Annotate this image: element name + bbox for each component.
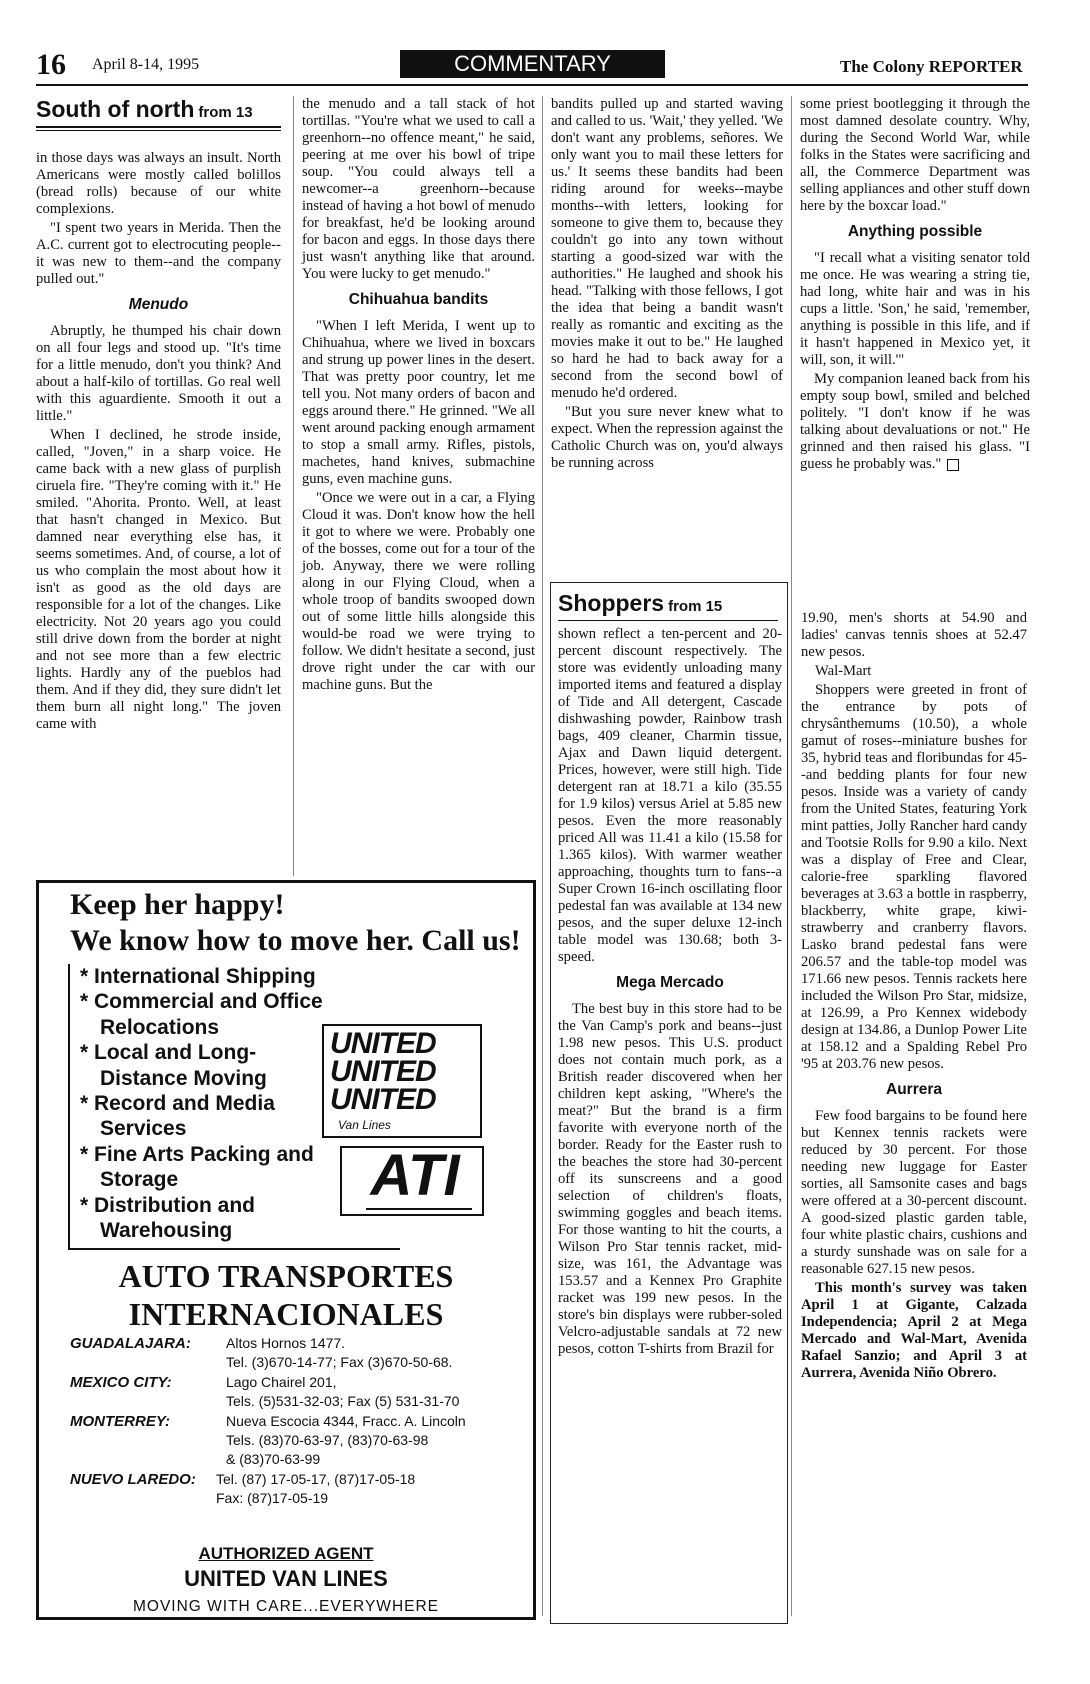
office-address: Nueva Escocia 4344, Fracc. A. Lincoln xyxy=(226,1412,466,1429)
article-column-4 xyxy=(800,96,1030,475)
paragraph: "I spent two years in Merida. Then the A.C. current got to electrocuting people--it was new to them--and the company pulled out." xyxy=(36,220,281,287)
shoppers-column-1 xyxy=(558,626,782,1360)
office-phone: & (83)70-63-99 xyxy=(226,1451,321,1468)
paragraph: When I declined, he strode inside, called, "Joven," in a sharp voice. He came back with a new glass of purplish ciruela fire. "They're coming with it." He smiled. "Ahorita. Pronto. Well, at least that hasn't changed in Mexico. But damned near everything else has, it seems sometimes. And, of course, a lot of us who complain the most about how it isn't as good as the old days are responsible for a lot of the changes. Like electricity. Not 20 years ago you could still drive down from the border at night and not see more than a few electric lights. Hardly any of the pueblos had them. And if they did, they sure didn't let them burn all night long." The joven came with xyxy=(36,427,281,732)
paragraph: 19.90, men's shorts at 54.90 and ladies' canvas tennis shoes at 52.47 new pesos. xyxy=(801,610,1027,660)
united-van-lines-logo xyxy=(330,1027,490,1116)
service-item: * Distribution and Warehousing xyxy=(80,1193,255,1243)
issue-date: April 8-14, 1995 xyxy=(92,56,200,73)
office-monterrey xyxy=(70,1412,530,1470)
office-phone: Tels. (83)70-63-97, (83)70-63-98 xyxy=(226,1432,429,1449)
service-item: * Commercial and Office Relocations xyxy=(80,990,323,1039)
paragraph: "I recall what a visiting senator told me once. He was wearing a string tie, had long, white hair and was in his cups a little. 'Son,' he said, 'remember, anything is possible in this life, and if it hasn't happened in Mexico yet, it will, son, it will.'" xyxy=(800,250,1030,368)
office-phone: Tels. (5)531-32-03; Fax (5) 531-31-70 xyxy=(226,1393,460,1410)
logo-text: UNITED xyxy=(330,1055,436,1088)
article-column-3 xyxy=(551,96,783,474)
office-nuevo-laredo xyxy=(70,1470,530,1509)
office-guadalajara xyxy=(70,1334,530,1373)
article-jump-head xyxy=(36,96,281,123)
article-column-1 xyxy=(36,150,281,735)
header-rule xyxy=(36,84,1028,86)
logo-text: UNITED xyxy=(330,1083,436,1116)
page-number: 16 xyxy=(36,48,66,81)
paragraph: bandits pulled up and started waving and called to us. 'Wait,' they yelled. 'We don't want any problems, señores. We only want you to mail these letters for us.' It seems these bandits had been riding around for weeks--maybe months--with letters, looking for someone to give them to, because they couldn't go into any town without starting a good-sized war with the authorities." He laughed and shook his head. "Talking with those fellows, I got the idea that being a bandit wasn't really as romantic and exciting as the movies make it out to be." He laughed so hard he had to back away for a second from the second bowl of menudo he'd ordered. xyxy=(551,96,783,401)
subhead-anything-possible: Anything possible xyxy=(847,223,983,240)
agent-name: UNITED VAN LINES xyxy=(184,1566,388,1591)
subhead-aurrera: Aurrera xyxy=(886,1081,942,1098)
van-lines-label: Van Lines xyxy=(338,1118,391,1132)
office-mexico-city xyxy=(70,1373,530,1412)
office-city: GUADALAJARA: xyxy=(70,1335,191,1352)
office-city: MEXICO CITY: xyxy=(70,1373,172,1391)
office-list xyxy=(70,1334,530,1509)
company-name-line-2: INTERNACIONALES xyxy=(128,1296,444,1332)
paragraph: shown reflect a ten-percent and 20-percent discount respectively. The store was evidently unloading many imported items and featured a display of Tide and All detergent, Cascade dishwashing powder, Rainbow trash bags, 409 cleaner, Charmin tissue, Ajax and Dawn liquid detergent. Prices, however, were still high. Tide detergent ran at 18.71 a kilo (35.55 for 1.9 kilos) versus Ariel at 5.85 new pesos. Even the more reasonably priced All was 11.41 a kilo (15.58 for 1.365 kilos). With warmer weather approaching, thoughts turn to fans--a Super Crown 16-inch oscillating floor pedestal fan was available at 134 new pesos, and the super deluxe 12-inch table model was 130.68; both 3-speed. xyxy=(558,626,782,965)
column-divider xyxy=(293,96,294,876)
office-city: NUEVO LAREDO: xyxy=(70,1470,196,1488)
article-column-2 xyxy=(302,96,535,696)
paragraph: "Once we were out in a car, a Flying Cloud it was. Don't know how the hell it got to where we were. Probably one of the bosses, come out for a tour of the job. Anyway, there we were rolling along in our Flying Cloud, when a whole troop of bandits swooped down out of some little hills alongside this would-be road we were trying to follow. We didn't hesitate a second, just drove right under the car with our machine guns. But the xyxy=(302,490,535,693)
ati-logo-rule xyxy=(366,1208,472,1210)
paragraph: Abruptly, he thumped his chair down on all four legs and stood up. "It's time for a little menudo, don't you think? And about a half-kilo of tortillas. Go real well with this aguardiente. Smooth it out a little." xyxy=(36,323,281,424)
ad-headline: Keep her happy! xyxy=(70,888,285,921)
office-phone: Tel. (3)670-14-77; Fax (3)670-50-68. xyxy=(226,1354,453,1371)
office-phone: Tel. (87) 17-05-17, (87)17-05-18 xyxy=(216,1470,416,1487)
service-item: * Record and Media Services xyxy=(80,1092,275,1141)
service-item: * Fine Arts Packing and Storage xyxy=(80,1142,314,1192)
survey-note: This month's survey was taken April 1 at Gigante, Calzada Independencia; April 2 at Mega Mercado and Wal-Mart, Avenida Rafael Sanzio; and April 3 at Aurrera, Avenida Niño Obrero. xyxy=(801,1280,1027,1381)
office-address: Lago Chairel 201, xyxy=(226,1373,337,1390)
paragraph: "But you sure never knew what to expect. When the repression against the Catholic Church was on, you'd always be running across xyxy=(551,404,783,471)
office-address: Altos Hornos 1477. xyxy=(226,1335,346,1351)
article-jump-ref: from 15 xyxy=(668,598,723,615)
paragraph: Shoppers were greeted in front of the entrance by pots of chrysânthemums (10.50), a whole gamut of roses--miniature bushes for 35, hybrid teas and floribundas for 45--and bedding plants for four new pesos. Inside was a variety of candy from the United States, featuring York mint patties, Jolly Rancher hard candy and Tootsie Rolls for 9.90 a kilo. Next was a display of Free and Clear, calorie-free sparkling flavored beverages at 3.63 a bottle in raspberry, blackberry, white grape, kiwi-strawberry and cranberry flavors. Lasko brand pedestal fans were 206.57 and the table-top model was 171.66 new pesos. Tennis rackets here included the Wilson Pro Star, midsize, at 126.99, a Pro Kennex widebody design at 134.86, a Dunlop Power Lite at 158.12 and a Spalding Rebel Pro '95 at 203.76 new pesos. xyxy=(801,682,1027,1072)
office-city: MONTERREY: xyxy=(70,1412,171,1430)
section-title: COMMENTARY xyxy=(400,50,665,78)
end-of-story-mark xyxy=(947,459,959,471)
headline-rule xyxy=(558,620,778,621)
paragraph: "When I left Merida, I went up to Chihuahua, where we lived in boxcars and strung up power lines in the desert. That was pretty poor country, let me tell you. Not many orders of bacon and eggs around there." He grinned. "We all went around packing enough armament to stop a small army. Rifles, pistols, machetes, hand knives, submachine guns, even machine guns. xyxy=(302,318,535,487)
headline-rule xyxy=(36,126,281,128)
shoppers-column-2 xyxy=(801,610,1027,1384)
company-name-line-1: AUTO TRANSPORTES xyxy=(118,1258,454,1294)
paragraph: My companion leaned back from his empty soup bowl, smiled and belched politely. "I don't know if he was talking about devaluations or not." He grinned and then raised his glass. "I guess he probably was." xyxy=(800,371,1030,472)
ad-tagline: MOVING WITH CARE...EVERYWHERE xyxy=(132,1598,440,1615)
subhead-chihuahua-bandits: Chihuahua bandits xyxy=(348,291,489,308)
authorized-agent-label: AUTHORIZED AGENT xyxy=(198,1544,374,1563)
subhead-menudo: Menudo xyxy=(128,296,189,313)
article-title: South of north xyxy=(36,96,195,122)
paragraph: some priest bootlegging it through the most damned desolate country. Why, during the Second World War, while folks in the States were sacrificing and all, the Commerce Department was selling appliances and other stuff down here by the boxcar load." xyxy=(800,96,1030,214)
ati-logo: ATI xyxy=(370,1143,460,1208)
headline-rule xyxy=(36,130,281,131)
subhead-mega-mercado: Mega Mercado xyxy=(616,974,724,991)
article-title: Shoppers xyxy=(558,590,665,616)
logo-text: UNITED xyxy=(330,1027,436,1060)
column-divider xyxy=(791,96,792,1616)
store-label-walmart: Wal-Mart xyxy=(815,663,872,679)
article-jump-head xyxy=(558,590,782,617)
paragraph: the menudo and a tall stack of hot tortillas. "You're what we used to call a greenhorn--no offence meant," he said, peering at me over his bowl of tripe soup. "You could always tell a newcomer--a greenhorn--because instead of having a hot bowl of menudo for breakfast, he'd be looking around for bacon and eggs. In those days there just wasn't anything like that around. You were lucky to get menudo." xyxy=(302,96,535,282)
paragraph: in those days was always an insult. North Americans were mostly called bolillos (bread rolls) because of our white complexions. xyxy=(36,150,281,217)
service-item: * International Shipping xyxy=(80,965,316,988)
office-fax: Fax: (87)17-05-19 xyxy=(216,1490,329,1507)
newspaper-name: The Colony REPORTER xyxy=(840,57,1023,76)
column-divider xyxy=(542,96,543,1616)
ad-subheadline: We know how to move her. Call us! xyxy=(70,924,521,957)
article-jump-ref: from 13 xyxy=(198,104,253,121)
paragraph: Few food bargains to be found here but Kennex tennis rackets were reduced by 30 percent. For those needing new luggage for Easter sorties, all Samsonite cases and bags were offered at a 30-percent discount. A good-sized plastic garden table, four white plastic chairs, cushions and a sturdy sunshade was on sale for a reasonable 627.15 new pesos. xyxy=(801,1108,1027,1277)
paragraph: The best buy in this store had to be the Van Camp's pork and beans--just 1.98 new pesos. This U.S. product does not contain much pork, as a British reader discovered when her children kept asking, "Where's the meat?" But the brand is a firm favorite with everyone north of the border. Ready for the Easter rush to the beaches the store had 30-percent off its sunscreens and a good selection of children's floats, swimming goggles and beach items. For those wanting to hit the courts, a Wilson Pro Star tennis racket, mid-size, was 161, the Advantage was 153.57 and a Kennex Pro Graphite racket was 199 new pesos. In the store's bin displays were rubber-soled Velcro-adjustable sandals at 72 new pesos, cotton T-shirts from Brazil for xyxy=(558,1001,782,1357)
service-item: * Local and Long-Distance Moving xyxy=(80,1041,267,1090)
